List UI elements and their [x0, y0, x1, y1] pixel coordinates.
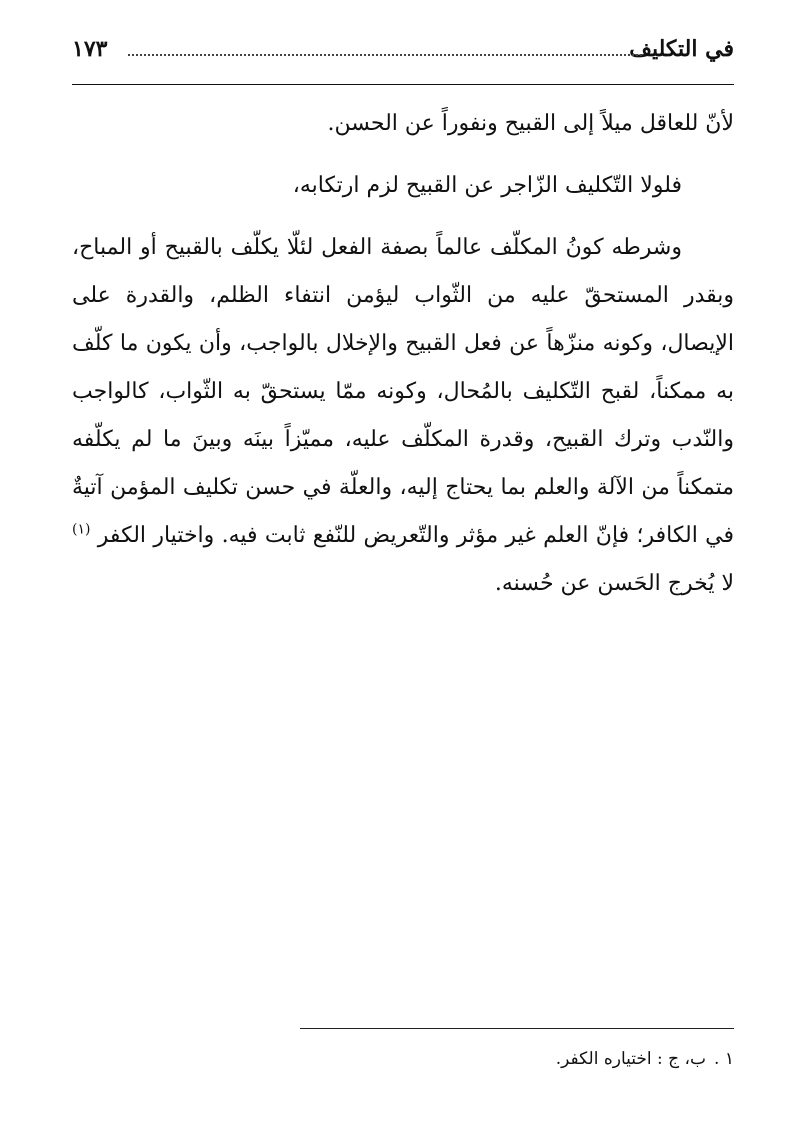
paragraph-2: فلولا التّكليف الزّاجر عن القبيح لزم ارتكابه،	[292, 173, 682, 198]
running-header	[72, 34, 734, 74]
paragraph-1: لأنّ للعاقل ميلاً إلى القبيح ونفوراً عن الحسن.	[327, 111, 734, 136]
footnote-text: ب، ج : اختياره الكفر.	[555, 1049, 707, 1069]
header-rule	[72, 84, 734, 85]
paragraph-3-text: وشرطه كونُ المكلّف عالماً بصفة الفعل لئلّا يكلّف بالقبيح أو المباح، وبقدر المستحقّ عليه من الثّواب ليؤمن انتفاء الظلم، والقدرة على الإيصال، وكونه منزّهاً عن فعل القبيح والإخلال بالواجب، وأن يكون ما كلّف به ممكناً، لقبح التّكليف بالمُحال، وكونه ممّا يستحقّ به الثّواب، كالواجب والنّدب وترك القبيح، وقدرة المكلّف عليه، مميّزاً بينَه وبينَ ما لم يكلّفه متمكناً من الآلة والعلم بما يحتاج إليه، والعلّة في حسن تكليف المؤمن آتيةٌ في الكافر؛ فإنّ العلم غير مؤثر والتّعريض للنّفع ثابت فيه. واختيار الكفر	[72, 235, 735, 548]
footnote-reference[interactable]: (١)	[72, 521, 91, 538]
page-number: ١٧٣	[72, 36, 108, 62]
paragraph-3	[72, 224, 734, 608]
header-dot-leader	[128, 54, 642, 56]
main-text	[72, 100, 734, 608]
chapter-title: في التكليف	[629, 36, 734, 62]
footnote	[556, 1046, 734, 1072]
footnote-rule	[300, 1028, 734, 1029]
paragraph-3-tail: لا يُخرج الحَسن عن حُسنه.	[494, 571, 734, 596]
footnote-number: ١ .	[714, 1049, 734, 1069]
